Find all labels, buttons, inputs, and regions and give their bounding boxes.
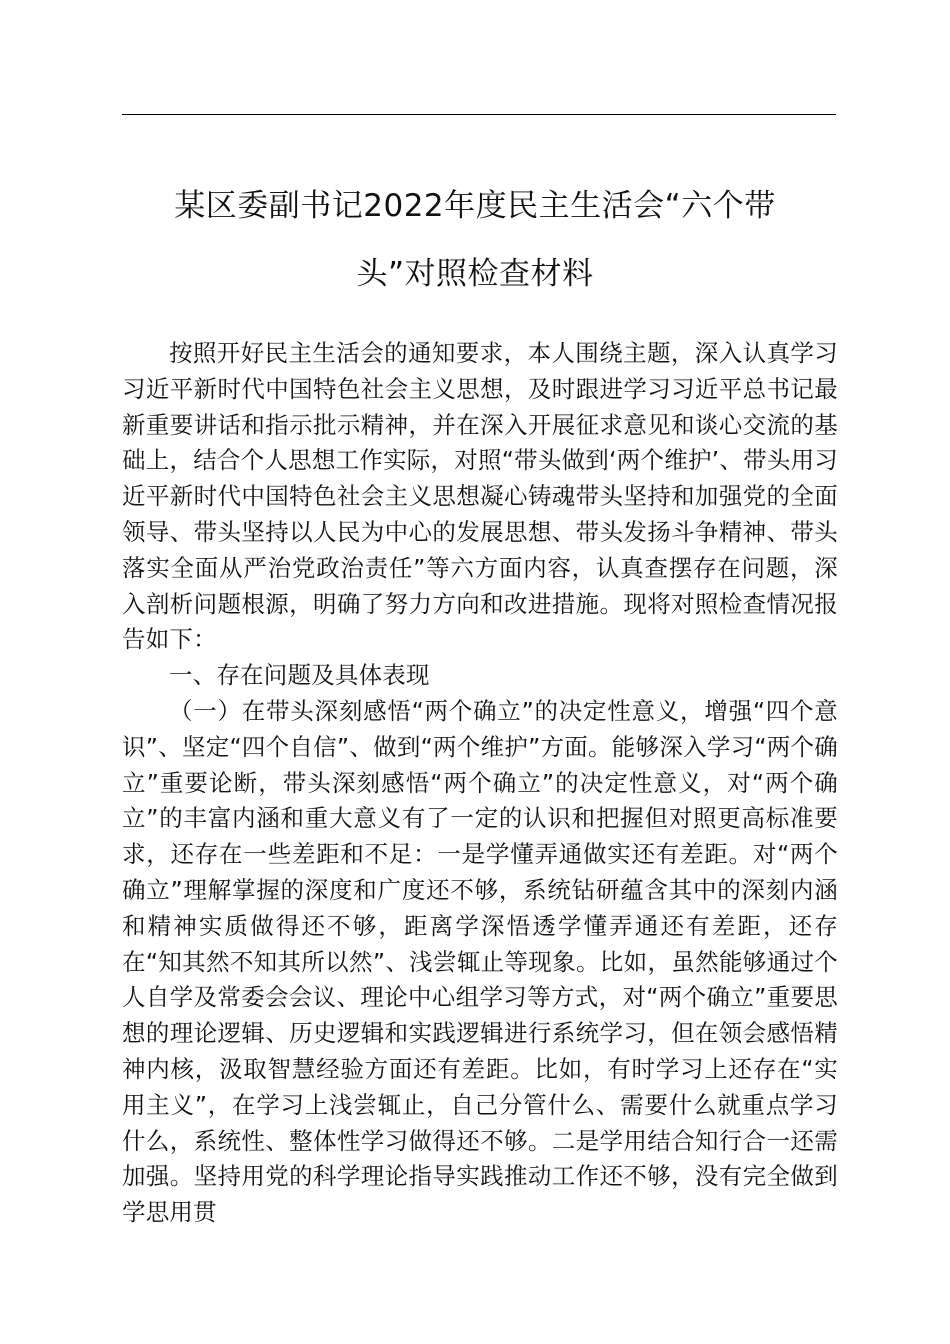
section-heading: 一、存在问题及具体表现 (169, 661, 430, 690)
title-line-2: 头”对照检查材料 (356, 256, 594, 292)
header-rule (122, 114, 836, 115)
subsection-paragraph: （一）在带头深刻感悟“两个确立”的决定性意义，增强“四个意识”、坚定“四个自信”、做到“两个维护”方面。能够深入学习“两个确立”重要论断，带头深刻感悟“两个确立”的决定性意义，对“两个确立”的丰富内涵和重大意义有了一定的认识和把握但对照更高标准要求，还存在一些差距和不足：一是学懂弄通做实还有差距。对“两个确立”理解掌握的深度和广度还不够，系统钻研蕴含其中的深刻内涵和精神实质做得还不够，距离学深悟透学懂弄通还有差距，还存在“知其然不知其所以然”、浅尝辄止等现象。比如，虽然能够通过个人自学及常委会会议、理论中心组学习等方式，对“两个确立”重要思想的理论逻辑、历史逻辑和实践逻辑进行系统学习，但在领会感悟精神内核，汲取智慧经验方面还有差距。比如，有时学习上还存在“实用主义”，在学习上浅尝辄止，自己分管什么、需要什么就重点学习什么，系统性、整体性学习做得还不够。二是学用结合知行合一还需加强。坚持用党的科学理论指导实践推动工作还不够，没有完全做到学思用贯 (122, 696, 838, 1227)
intro-paragraph: 按照开好民主生活会的通知要求，本人围绕主题，深入认真学习习近平新时代中国特色社会主义思想，及时跟进学习习近平总书记最新重要讲话和指示批示精神，并在深入开展征求意见和谈心交流的基础上，结合个人思想工作实际，对照“带头做到‘两个维护’、带头用习近平新时代中国特色社会主义思想凝心铸魂带头坚持和加强党的全面领导、带头坚持以人民为中心的发展思想、带头发扬斗争精神、带头落实全面从严治党政治责任”等六方面内容，认真查摆存在问题，深入剖析问题根源，明确了努力方向和改进措施。现将对照检查情况报告如下： (122, 339, 838, 654)
document-title (100, 172, 850, 308)
document-body (122, 336, 838, 1231)
title-line-1: 某区委副书记2022年度民主生活会“六个带 (174, 188, 776, 224)
